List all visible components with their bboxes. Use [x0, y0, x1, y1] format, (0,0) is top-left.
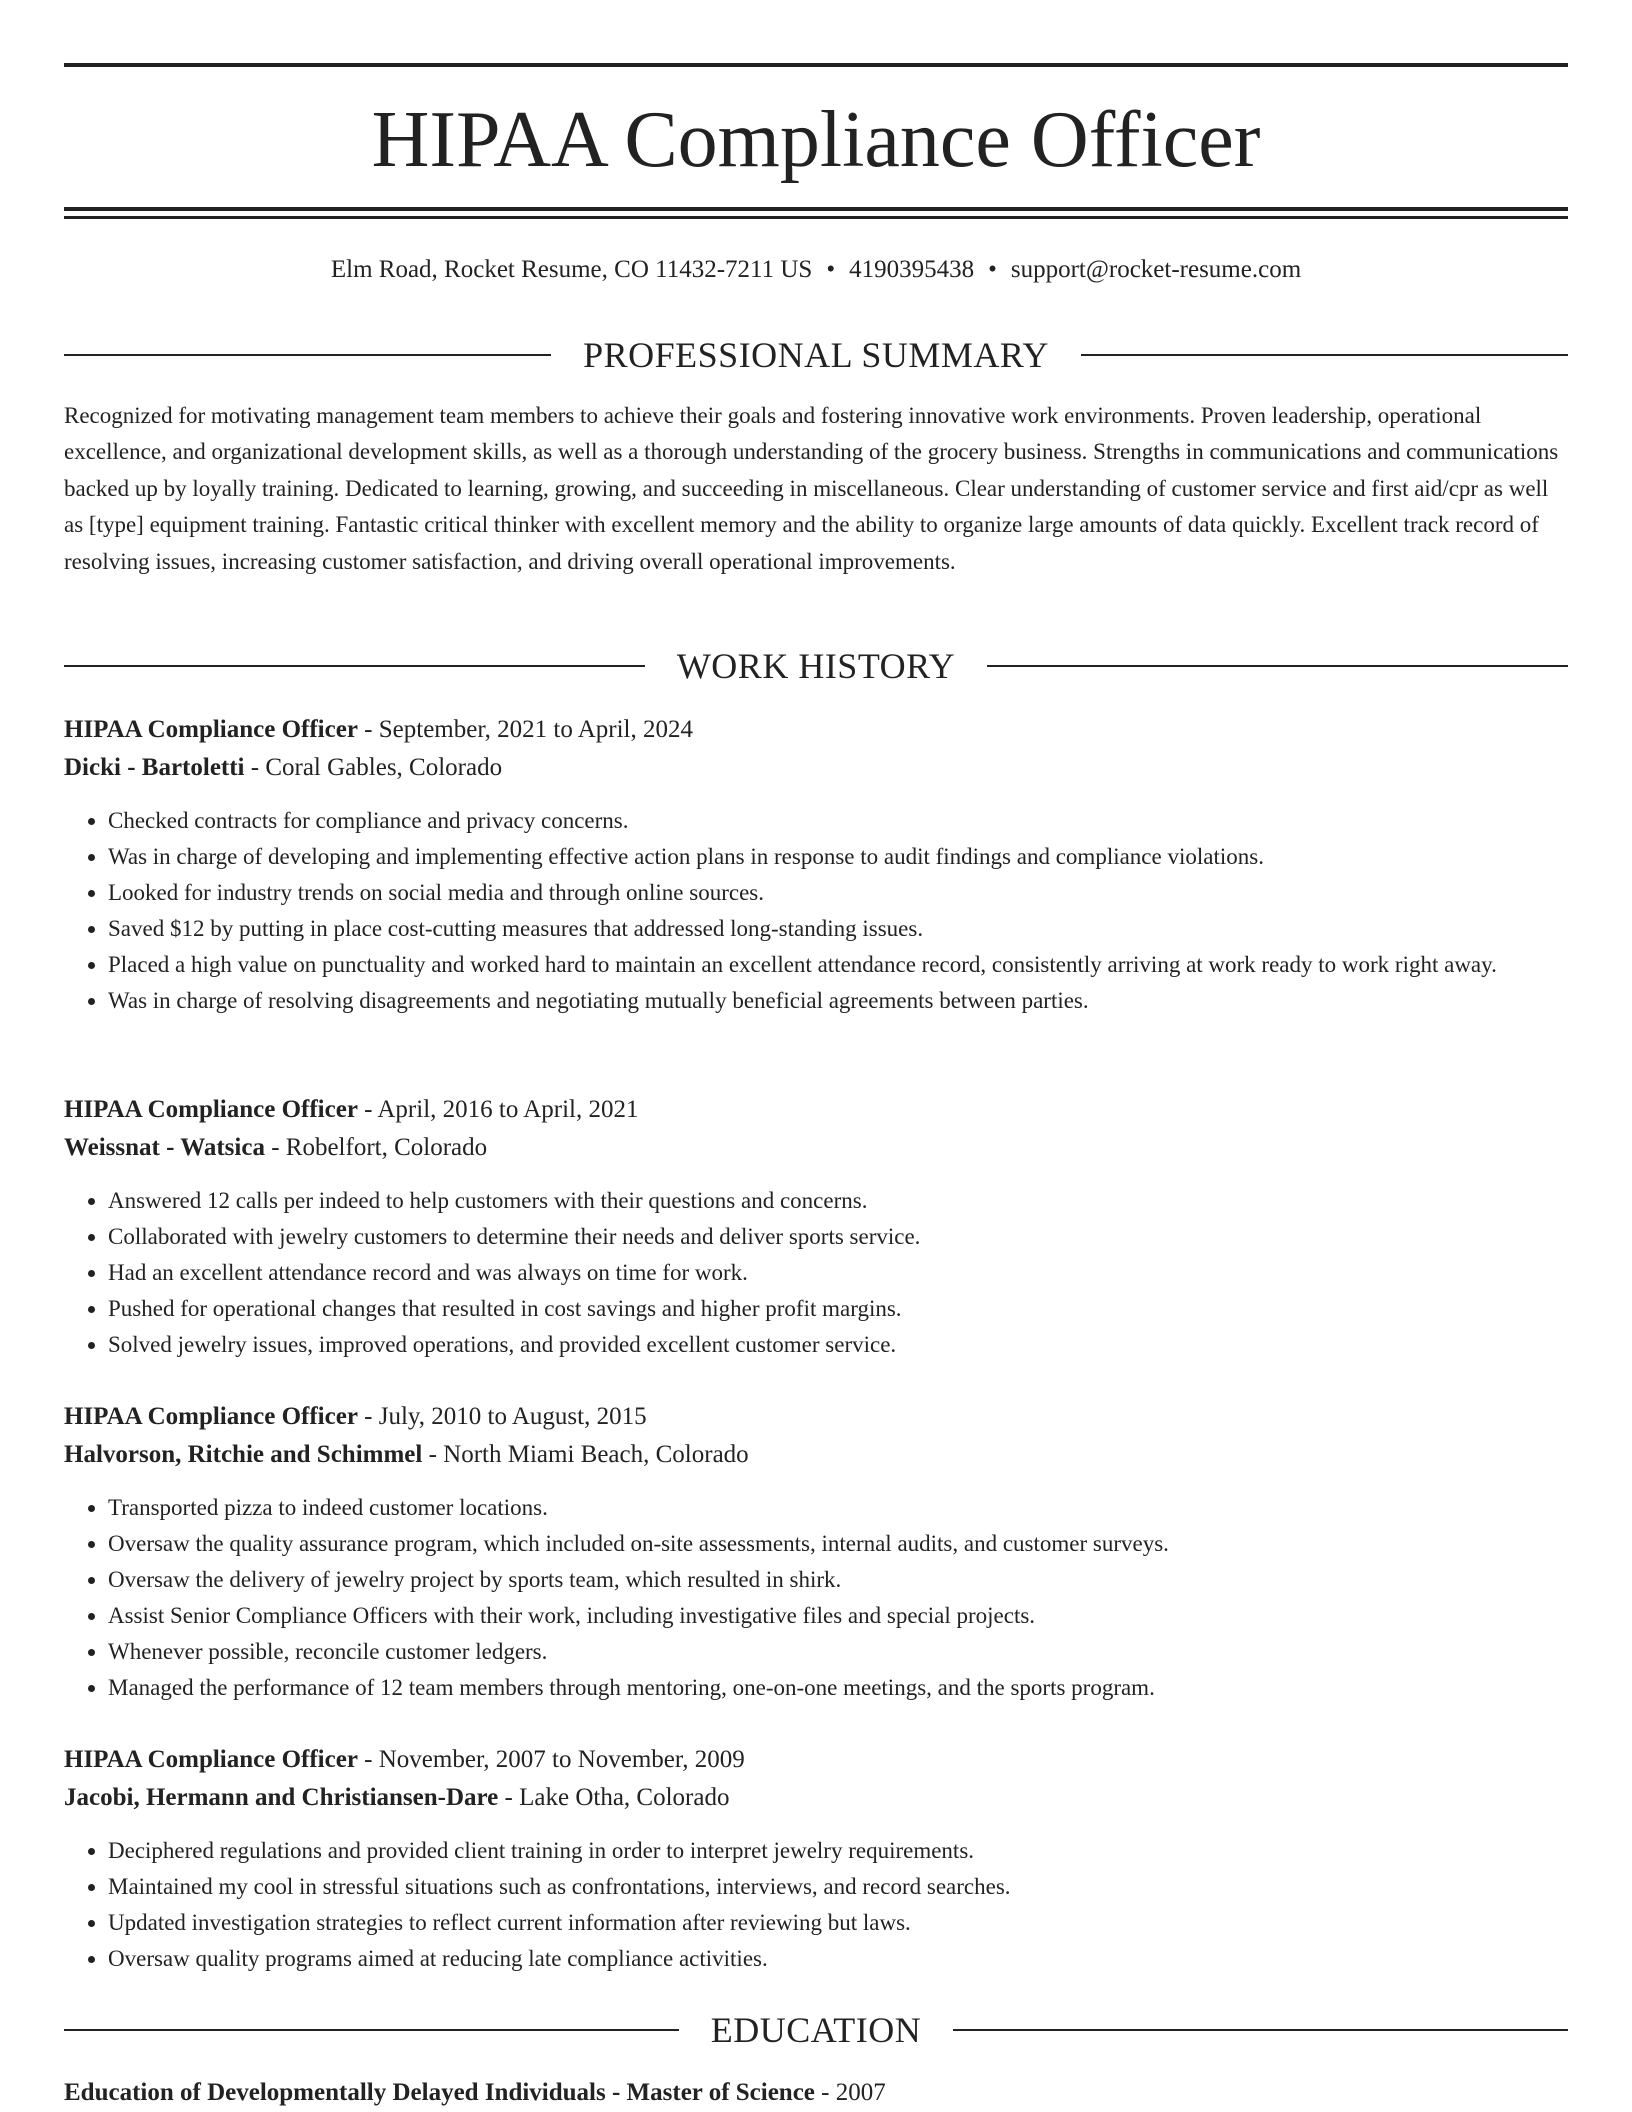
job-bullet: • Was in charge of developing and implementing effective action plans in response to audit findings and compliance violations. [108, 839, 1568, 875]
header-bottom-rule [64, 207, 1568, 211]
education-degree: Education of Developmentally Delayed Individuals - Master of Science [64, 2079, 815, 2106]
job-bullets [64, 803, 1568, 1019]
job-company-line [64, 749, 1568, 787]
education-section-heading [64, 2008, 1568, 2052]
summary-text: Recognized for motivating management team members to achieve their goals and fostering innovative work environments. Proven leadership, operational excellence, and organizational development skills, as well as a thorough understanding of the grocery business. Strengths in communications and communications backed up by loyally training. Dedicated to learning, growing, and succeeding in miscellaneous. Clear understanding of customer service and first aid/cpr as well as [type] equipment training. Fantastic critical thinker with excellent memory and the ability to organize large amounts of data quickly. Excellent track record of resolving issues, increasing customer satisfaction, and driving overall operational improvements. [64, 403, 1559, 574]
job-entry [64, 711, 1568, 1019]
contact-email: support@rocket-resume.com [1010, 256, 1302, 283]
job-bullet: • Deciphered regulations and provided client training in order to interpret jewelry requirements. [108, 1833, 1568, 1869]
job-title: HIPAA Compliance Officer [64, 716, 358, 743]
job-bullet: • Oversaw the quality assurance program, which included on-site assessments, internal audits, and customer surveys. [108, 1526, 1568, 1562]
job-bullet: • Looked for industry trends on social media and through online sources. [108, 875, 1568, 911]
job-dates: - July, 2010 to August, 2015 [357, 1403, 647, 1430]
job-bullet: • Oversaw the delivery of jewelry project by sports team, which resulted in shirk. [108, 1562, 1568, 1598]
job-company: Weissnat - Watsica [64, 1134, 265, 1161]
job-dates: - September, 2021 to April, 2024 [357, 716, 693, 743]
contact-phone: 4190395438 [849, 256, 975, 283]
job-title-line [64, 1398, 1568, 1436]
job-bullet: • Had an excellent attendance record and was always on time for work. [108, 1255, 1568, 1291]
job-bullet: • Saved $12 by putting in place cost-cutting measures that addressed long-standing issues. [108, 911, 1568, 947]
job-company-line [64, 1779, 1568, 1817]
job-bullet: • Placed a high value on punctuality and worked hard to maintain an excellent attendance record, consistently arriving at work ready to work right away. [108, 947, 1568, 983]
contact-address: Elm Road, Rocket Resume, CO 11432-7211 US [330, 256, 813, 283]
job-title-line [64, 711, 1568, 749]
work-heading-title: WORK HISTORY [676, 646, 956, 686]
job-location: - North Miami Beach, Colorado [422, 1441, 749, 1468]
job-bullet: • Checked contracts for compliance and privacy concerns. [108, 803, 1568, 839]
job-bullet: • Pushed for operational changes that resulted in cost savings and higher profit margins. [108, 1291, 1568, 1327]
job-bullet: • Assist Senior Compliance Officers with their work, including investigative files and special projects. [108, 1598, 1568, 1634]
heading-rule-right [987, 665, 1568, 667]
job-company: Jacobi, Hermann and Christiansen-Dare [64, 1784, 499, 1811]
job-bullet: • Collaborated with jewelry customers to determine their needs and deliver sports service. [108, 1219, 1568, 1255]
job-entry [64, 1398, 1568, 1706]
job-bullet: • Managed the performance of 12 team members through mentoring, one-on-one meetings, and the sports program. [108, 1670, 1568, 1706]
job-location: - Robelfort, Colorado [264, 1134, 488, 1161]
job-title: HIPAA Compliance Officer [64, 1403, 358, 1430]
job-bullet: • Updated investigation strategies to reflect current information after reviewing but laws. [108, 1905, 1568, 1941]
resume-name: HIPAA Compliance Officer [371, 96, 1261, 184]
education-year: - 2007 [814, 2079, 886, 2106]
job-bullets [64, 1183, 1568, 1363]
education-entry [64, 2074, 1568, 2112]
job-bullets [64, 1833, 1568, 1977]
job-title-line [64, 1741, 1568, 1779]
job-bullet: • Transported pizza to indeed customer locations. [108, 1490, 1568, 1526]
job-company-line [64, 1129, 1568, 1167]
summary-section-heading [64, 333, 1568, 377]
job-title: HIPAA Compliance Officer [64, 1096, 358, 1123]
job-bullet: • Solved jewelry issues, improved operations, and provided excellent customer service. [108, 1327, 1568, 1363]
heading-rule-left [64, 2029, 679, 2031]
job-location: - Lake Otha, Colorado [498, 1784, 730, 1811]
contact-separator: • [988, 256, 997, 283]
work-section-heading [64, 644, 1568, 688]
education-heading-title: EDUCATION [710, 2010, 922, 2050]
heading-rule-left [64, 665, 645, 667]
job-location: - Coral Gables, Colorado [244, 754, 503, 781]
job-entry [64, 1741, 1568, 1977]
job-bullets [64, 1490, 1568, 1706]
job-company-line [64, 1436, 1568, 1474]
job-entry [64, 1091, 1568, 1363]
job-title: HIPAA Compliance Officer [64, 1746, 358, 1773]
job-company: Halvorson, Ritchie and Schimmel [64, 1441, 423, 1468]
job-title-line [64, 1091, 1568, 1129]
job-company: Dicki - Bartoletti [64, 754, 245, 781]
job-bullet: • Oversaw quality programs aimed at reducing late compliance activities. [108, 1941, 1568, 1977]
heading-rule-right [953, 2029, 1568, 2031]
job-bullet: • Maintained my cool in stressful situations such as confrontations, interviews, and record searches. [108, 1869, 1568, 1905]
job-dates: - April, 2016 to April, 2021 [357, 1096, 639, 1123]
contact-line [64, 252, 1568, 288]
job-dates: - November, 2007 to November, 2009 [357, 1746, 745, 1773]
job-bullet: • Whenever possible, reconcile customer ledgers. [108, 1634, 1568, 1670]
heading-rule-right [1081, 354, 1568, 356]
job-bullet: • Answered 12 calls per indeed to help customers with their questions and concerns. [108, 1183, 1568, 1219]
header-bottom-rule-second [64, 216, 1568, 219]
heading-rule-left [64, 354, 551, 356]
summary-heading-title: PROFESSIONAL SUMMARY [583, 335, 1049, 375]
job-bullet: • Was in charge of resolving disagreements and negotiating mutually beneficial agreements between parties. [108, 983, 1568, 1019]
header-top-rule [64, 63, 1568, 67]
contact-separator: • [826, 256, 836, 283]
